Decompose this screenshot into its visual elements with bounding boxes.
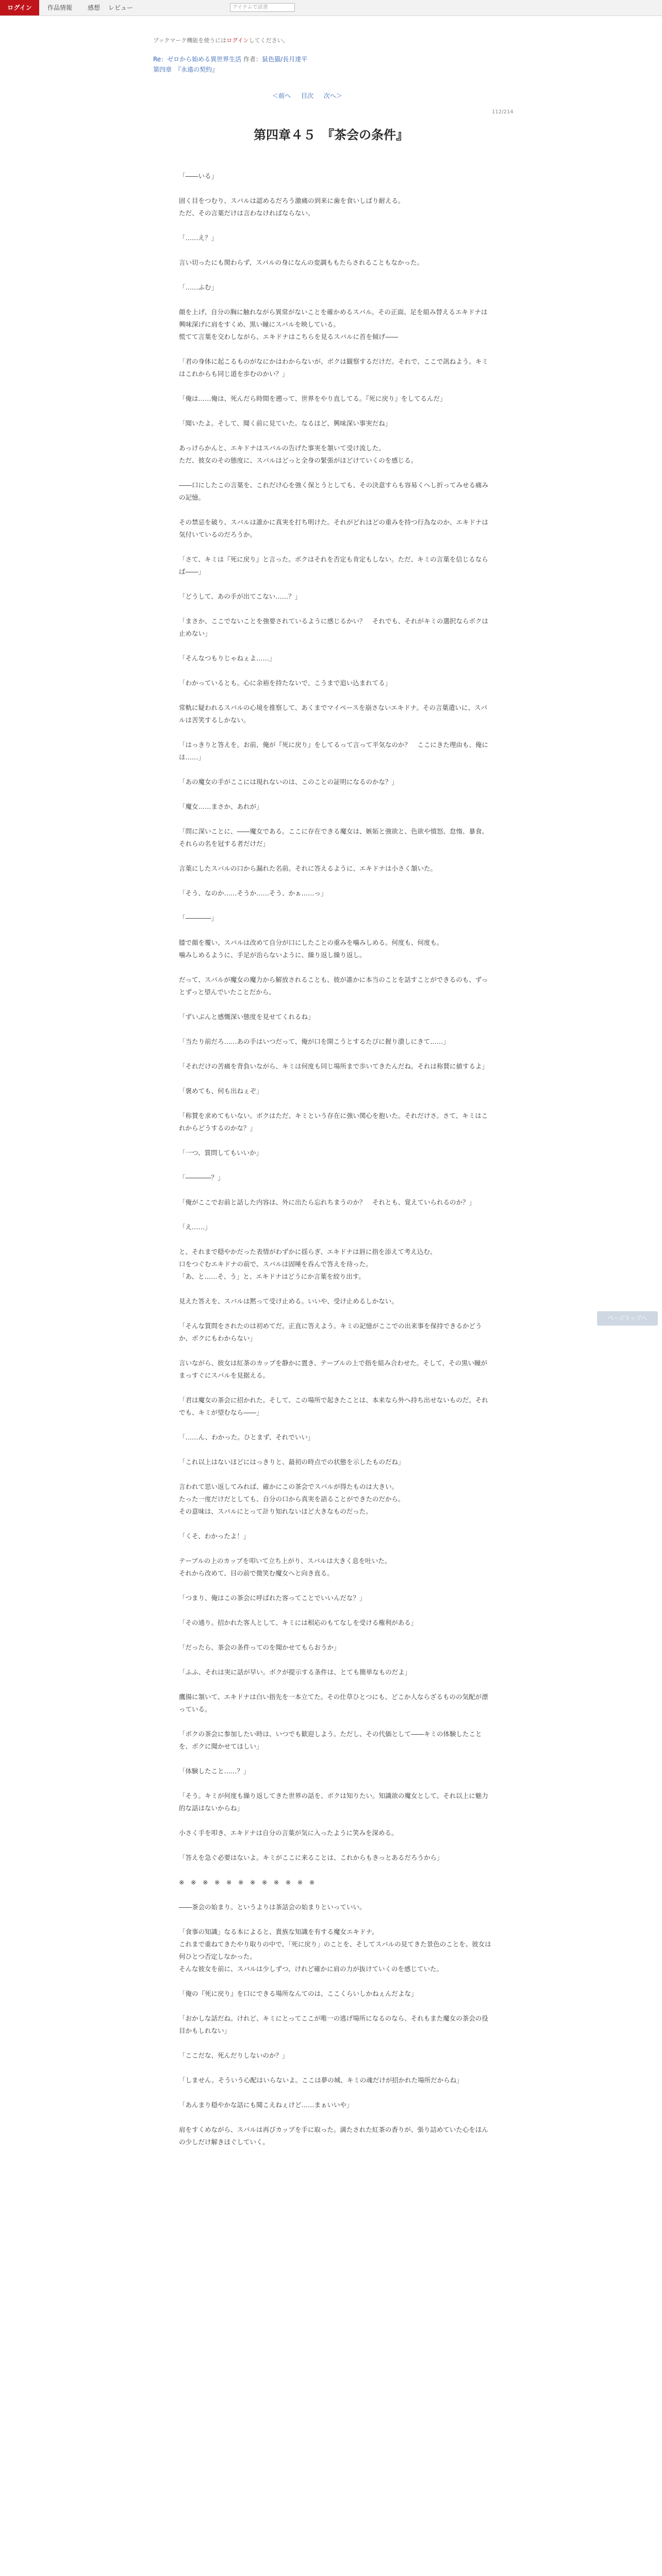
blank-line [179, 875, 493, 887]
novel-paragraph: 「褒めても、何も出ねぇぞ」 [179, 1087, 263, 1095]
blank-line [179, 1777, 493, 1790]
novel-paragraph: あっけらかんと、エキドナはスバルの告げた事実を頷いて受け流した。 [179, 444, 385, 452]
blank-line [179, 1444, 493, 1456]
novel-paragraph: 顔を上げ、自分の胸に触れながら異常がないことを確かめるスバル。その正面、足を組み替えるエキドナは興味深げに肩をすくめ、黒い瞳にスバルを映している。 [179, 308, 488, 328]
novel-paragraph: 慌てて言葉を交わしながら、エキドナはこちらを見るスバルに首を傾げ―― [179, 333, 399, 341]
blank-line [179, 1209, 493, 1221]
prev-link[interactable]: ＜前へ [272, 92, 291, 99]
blank-line [179, 1753, 493, 1765]
notice-suffix: してください。 [249, 37, 289, 44]
notice-text: ブックマーク機能を使うには [153, 37, 227, 44]
blank-line [179, 1345, 493, 1357]
novel-paragraph: 「称賛を求めてもいない。ボクはただ、キミという存在に強い関心を抱いた。それだけさ。さて、キミはこれからどうするのかな？」 [179, 1112, 488, 1132]
novel-paragraph: 「食事の知識」なる本によると、貴族な知識を有する魔女エキドナ。 [179, 1928, 378, 1936]
author-link[interactable]: 鼠色猫/長月達平 [262, 56, 308, 63]
novel-paragraph: 「君は魔女の茶会に招かれた。そして、この場所で起きたことは、本来なら外へ持ち出せないものだ。それでも、キミが望むなら――」 [179, 1396, 488, 1416]
novel-paragraph: 膝で顔を覆い、スバルは改めて自分が口にしたことの重みを噛みしめる。何度も、何度も。 [179, 939, 443, 946]
novel-paragraph: 「一つ、質問してもいいか」 [179, 1149, 263, 1157]
blank-line [179, 850, 493, 862]
novel-paragraph: 「まさか、ここでないことを強要されているように感じるかい？ それでも、それがキミの選択ならボクは止めない」 [179, 617, 489, 637]
blank-line [179, 504, 493, 516]
novel-paragraph: 言葉にしたスバルの口から漏れた名前。それに答えるように、エキドナは小さく頷いた。 [179, 865, 437, 872]
author-label: 作者： [243, 56, 262, 63]
blank-line [179, 1975, 493, 1988]
blank-line [179, 269, 493, 281]
blank-line [179, 219, 493, 232]
novel-paragraph: それから改めて、目の前で微笑む魔女へと向き直る。 [179, 1569, 334, 1577]
blank-line [179, 2087, 493, 2099]
blank-line [179, 1048, 493, 1060]
blank-line [179, 813, 493, 825]
novel-paragraph: だって、スバルが魔女の魔力から解放されることも、彼が誰かに本当のことを話すことができるのも、ずっとずっと望んでいたことだから。 [179, 976, 488, 996]
blank-line [179, 1023, 493, 1036]
novel-paragraph: 「あ、と……そ、う」と、エキドナはどうにか言葉を絞り出す。 [179, 1273, 365, 1280]
novel-paragraph: 「そんな質問をされたのは初めてだ。正直に答えよう。キミの記憶がここでの出来事を保持できるかどうか、ボクにもわからない」 [179, 1322, 482, 1342]
blank-line [179, 2111, 493, 2124]
novel-paragraph: 「そう、なのか……そうか……そう、かぁ……っ」 [179, 889, 327, 897]
blank-line [179, 1543, 493, 1555]
novel-paragraph: 肩をすくめながら、スバルは再びカップを手に取った。満たされた紅茶の香りが、張り詰めていた心をほんの少しだけ解きほぐしていく。 [179, 2126, 488, 2146]
blank-line [179, 788, 493, 801]
novel-paragraph: 「はっきりと答えを。お前、俺が『死に戻り』をしてるって言って平気なのか？ ここにきた理由も、俺には……」 [179, 741, 489, 761]
blank-line [179, 1233, 493, 1246]
search-input[interactable]: アイテムで読書 [230, 3, 295, 12]
blank-line [179, 244, 493, 257]
nav-impressions[interactable]: 感想 [88, 4, 101, 11]
blank-line [179, 1864, 493, 1876]
novel-paragraph: ※ ※ ※ ※ ※ ※ ※ ※ ※ ※ ※ ※ [179, 1878, 315, 1886]
novel-paragraph: 「――――」 [179, 914, 218, 922]
blank-line [179, 1283, 493, 1295]
novel-paragraph: 「その通り。招かれた客人として、キミには相応のもてなしを受ける権利がある」 [179, 1619, 418, 1626]
series-info [153, 55, 307, 63]
login-button[interactable]: ログイン [0, 0, 39, 15]
blank-line [179, 2037, 493, 2049]
novel-body [179, 170, 493, 2148]
blank-line [179, 1518, 493, 1530]
novel-paragraph: と、それまで穏やかだった表情がわずかに揺らぎ、エキドナは唇に指を添えて考え込む。 [179, 1248, 437, 1256]
novel-paragraph: 「そんなつもりじゃねぇよ……」 [179, 654, 276, 662]
novel-paragraph: 「それだけの苦痛を背負いながら、キミは何度も同じ場所まで歩いてきたんだね。それは称賛に値するよ」 [179, 1062, 489, 1070]
novel-paragraph: 「……ふむ」 [179, 283, 218, 291]
blank-line [179, 405, 493, 417]
novel-paragraph: 「――いる」 [179, 172, 218, 180]
novel-paragraph: 言いながら、彼女は紅茶のカップを静かに置き、テーブルの上で指を組み合わせた。そして、その黒い瞳がまっすぐにスバルを見据える。 [179, 1359, 488, 1379]
novel-paragraph: 「これ以上はないほどにはっきりと、最初の時点での状態を示したものだね」 [179, 1458, 405, 1466]
novel-paragraph: 小さく手を叩き、エキドナは自分の言葉が気に入ったように笑みを深める。 [179, 1829, 398, 1837]
blank-line [179, 764, 493, 776]
novel-paragraph: その意味は、スバルにとって計り知れないほど大きなものだった。 [179, 1507, 372, 1515]
series-title-link[interactable]: Re：ゼロから始める異世界生活 [153, 56, 242, 63]
top-header [0, 0, 662, 16]
chapter-name-link[interactable]: 第四章 『永遠の契約』 [153, 66, 219, 73]
blank-line [179, 1604, 493, 1617]
novel-paragraph: そんな彼女を前に、スバルは少しずつ、けれど確かに肩の力が抜けていくのを感じていた。 [179, 1965, 443, 1973]
chapter-pager [268, 91, 346, 100]
novel-paragraph: 「くそ、わかったよ！」 [179, 1532, 250, 1540]
novel-paragraph: 「だったら、茶会の条件ってのを聞かせてもらおうか」 [179, 1643, 340, 1651]
blank-line [179, 1382, 493, 1394]
blank-line [179, 1134, 493, 1147]
notice-login-link[interactable]: ログイン [226, 37, 249, 44]
novel-paragraph: 「ふふ、それは実に話が早い。ボクが提示する条件は、とても簡単なものだよ」 [179, 1668, 411, 1676]
page-top-button[interactable]: ページトップへ [597, 1311, 658, 1326]
blank-line [179, 1580, 493, 1592]
novel-paragraph: たった一度だけだとしても、自分の口から真実を語ることができたのだから。 [179, 1495, 405, 1503]
novel-paragraph: ――茶会の始まり。というよりは茶話会の始まりといっていい。 [179, 1903, 366, 1911]
novel-paragraph: 「……え？」 [179, 234, 218, 242]
blank-line [179, 1815, 493, 1827]
blank-line [179, 2062, 493, 2074]
novel-paragraph: 「魔女……まさか、あれが」 [179, 803, 263, 810]
novel-paragraph: 「しません。そういう心配はいらないよ。ここは夢の城、キミの魂だけが招かれた場所だからね」 [179, 2076, 463, 2084]
blank-line [179, 430, 493, 442]
blank-line [179, 1679, 493, 1691]
blank-line [179, 998, 493, 1011]
blank-line [179, 1419, 493, 1431]
novel-paragraph: 「わかっているとも。心に余裕を持たないで、こうまで追い込まれてる」 [179, 679, 392, 687]
novel-paragraph: 「え……」 [179, 1223, 211, 1231]
bookmark-notice [153, 36, 289, 44]
blank-line [179, 294, 493, 306]
novel-paragraph: 「つまり、俺はこの茶会に呼ばれた客ってことでいいんだな？」 [179, 1594, 366, 1602]
toc-link[interactable]: 目次 [301, 92, 313, 99]
page-count: 112/214 [492, 109, 514, 115]
blank-line [179, 603, 493, 615]
novel-paragraph: 「ボクの茶会に参加したい時は、いつでも歓迎しよう。ただし、その代価として――キミの体験したことを、ボクに聞かせてほしい」 [179, 1730, 482, 1750]
novel-paragraph: 「聞いたよ。そして、聞く前に見ていた。なるほど、興味深い事実だね」 [179, 419, 392, 427]
blank-line [179, 1308, 493, 1320]
novel-paragraph: 「体験したこと……？」 [179, 1767, 250, 1775]
novel-paragraph: その禁忌を破り、スバルは誰かに真実を打ち明けた。それがどれほどの重みを持つ行為なのか、エキドナは気付いているのだろうか。 [179, 518, 489, 538]
blank-line [179, 961, 493, 974]
nav-novel-info[interactable]: 作品情報 [47, 4, 73, 11]
blank-line [179, 1184, 493, 1196]
novel-paragraph: 「君の身体に起こるものがなにかはわからないが、ボクは観察するだけだ。それで、ここで訊ねよう。キミはこれからも同じ道を歩むのかい？」 [179, 358, 488, 378]
novel-paragraph: 鷹揚に頷いて、エキドナは白い指先を一本立てた。その仕草ひとつにも、どこか人ならざるものの気配が漂っている。 [179, 1693, 488, 1713]
novel-paragraph: 「問に深いことに、――魔女である。ここに存在できる魔女は、嫉妬と強欲と、色欲や憤怒、怠惰、暴食、それらの名を冠する者だけだ」 [179, 827, 489, 848]
blank-line [179, 689, 493, 702]
novel-paragraph: 噛みしめるように、手足が治らないように、繰り返し繰り返し。 [179, 951, 366, 959]
blank-line [179, 924, 493, 937]
novel-paragraph: 「あんまり穏やかな話にも聞こえねぇけど……まぁいいや」 [179, 2101, 353, 2109]
novel-paragraph: これまで重ねてきたやり取りの中で、「死に戻り」のことを、そしてスバルの見てきた景色のことを、彼女は何ひとつ否定しなかった。 [179, 1940, 491, 1960]
blank-line [179, 1716, 493, 1728]
novel-paragraph: 「俺の『死に戻り』を口にできる場所なんてのは、ここくらいしかねぇんだよな」 [179, 1990, 418, 1997]
chapter-title: 第四章４５ 『茶会の条件』 [254, 128, 408, 142]
novel-paragraph: テーブルの上のカップを叩いて立ち上がり、スバルは大きく息を吐いた。 [179, 1557, 391, 1565]
blank-line [179, 343, 493, 355]
novel-paragraph: 「俺は……俺は、死んだら時間を遡って、世界をやり直してる。『死に戻り』をしてるんだ」 [179, 395, 446, 402]
blank-line [179, 467, 493, 479]
novel-paragraph: 「ここだな、死んだりしないのか？」 [179, 2052, 289, 2059]
novel-paragraph: 「そう。キミが何度も繰り返してきた世界の話を、ボクは知りたい。知識欲の魔女として、それ以上に魅力的な話はないからね」 [179, 1792, 488, 1812]
blank-line [179, 1889, 493, 1901]
novel-paragraph: 「さて、キミは『死に戻り』と言った。ボクはそれを否定も肯定もしない。ただ、キミの言葉を信じるならば――」 [179, 555, 488, 575]
blank-line [179, 1073, 493, 1085]
novel-paragraph: 「答えを急ぐ必要はないよ。キミがここに来ることは、これからもきっとあるだろうから」 [179, 1854, 443, 1861]
novel-paragraph: 言い切ったにも関わらず、スバルの身になんの変調ももたらされることもなかった。 [179, 259, 424, 266]
novel-paragraph: 言われて思い返してみれば、確かにこの茶会でスバルが得たものは大きい。 [179, 1483, 399, 1490]
novel-paragraph: 口をつぐむエキドナの前で、スバルは固唾を呑んで答えを待った。 [179, 1260, 372, 1268]
blank-line [179, 541, 493, 553]
novel-paragraph: 常軌に疑われるスバルの心境を推察して、あくまでマイペースを崩さないエキドナ。その言葉遣いに、スバルは苦笑するしかない。 [179, 704, 488, 724]
blank-line [179, 726, 493, 739]
blank-line [179, 1097, 493, 1110]
blank-line [179, 2000, 493, 2012]
novel-paragraph: 「――――？」 [179, 1174, 224, 1181]
novel-paragraph: 「当たり前だろ……あの手はいつだって、俺が口を開こうとするたびに握り潰しにきて……」 [179, 1038, 450, 1045]
blank-line [179, 1468, 493, 1481]
blank-line [179, 578, 493, 590]
blank-line [179, 380, 493, 393]
blank-line [179, 1839, 493, 1852]
novel-paragraph: 「俺がここでお前と話した内容は、外に出たら忘れちまうのか？ それとも、覚えていられるのか？」 [179, 1198, 476, 1206]
novel-paragraph: 「どうして、あの手が出てこない……？」 [179, 592, 302, 600]
blank-line [179, 1629, 493, 1641]
blank-line [179, 900, 493, 912]
novel-paragraph: 見えた答えを、スバルは黙って受け止める。いいや、受け止めるしかない。 [179, 1297, 398, 1305]
novel-paragraph: ――口にしたこの言葉を、これだけ心を強く保とうとしても、その決意すらも容易くへし折ってみせる痛みの記憶。 [179, 481, 489, 501]
blank-line [179, 1913, 493, 1926]
blank-line [179, 640, 493, 652]
next-link[interactable]: 次へ＞ [323, 92, 342, 99]
novel-paragraph: ただ、その言葉だけは言わなければならない。 [179, 209, 315, 217]
novel-paragraph: 「ずいぶんと感慨深い態度を見せてくれるね」 [179, 1013, 315, 1021]
novel-paragraph: 「……ん、わかった。ひとまず、それでいい」 [179, 1433, 315, 1441]
novel-paragraph: 「おかしな話だね。けれど、キミにとってここが唯一の逃げ場所になるのなら、それもまた魔女の茶会の役目かもしれない」 [179, 2014, 488, 2035]
blank-line [179, 182, 493, 195]
novel-paragraph: 固く目をつむり、スバルは認めるだろう激痛の到来に歯を食いしばり耐える。 [179, 197, 405, 205]
blank-line [179, 1159, 493, 1172]
blank-line [179, 1654, 493, 1666]
nav-reviews[interactable]: レビュー [108, 4, 134, 11]
novel-paragraph: ただ、彼女のその態度に、スバルはどっと全身の緊張がほどけていくのを感じる。 [179, 456, 418, 464]
novel-paragraph: 「あの魔女の手がここには現れないのは、このことの証明になるのかな？」 [179, 778, 399, 786]
blank-line [179, 665, 493, 677]
